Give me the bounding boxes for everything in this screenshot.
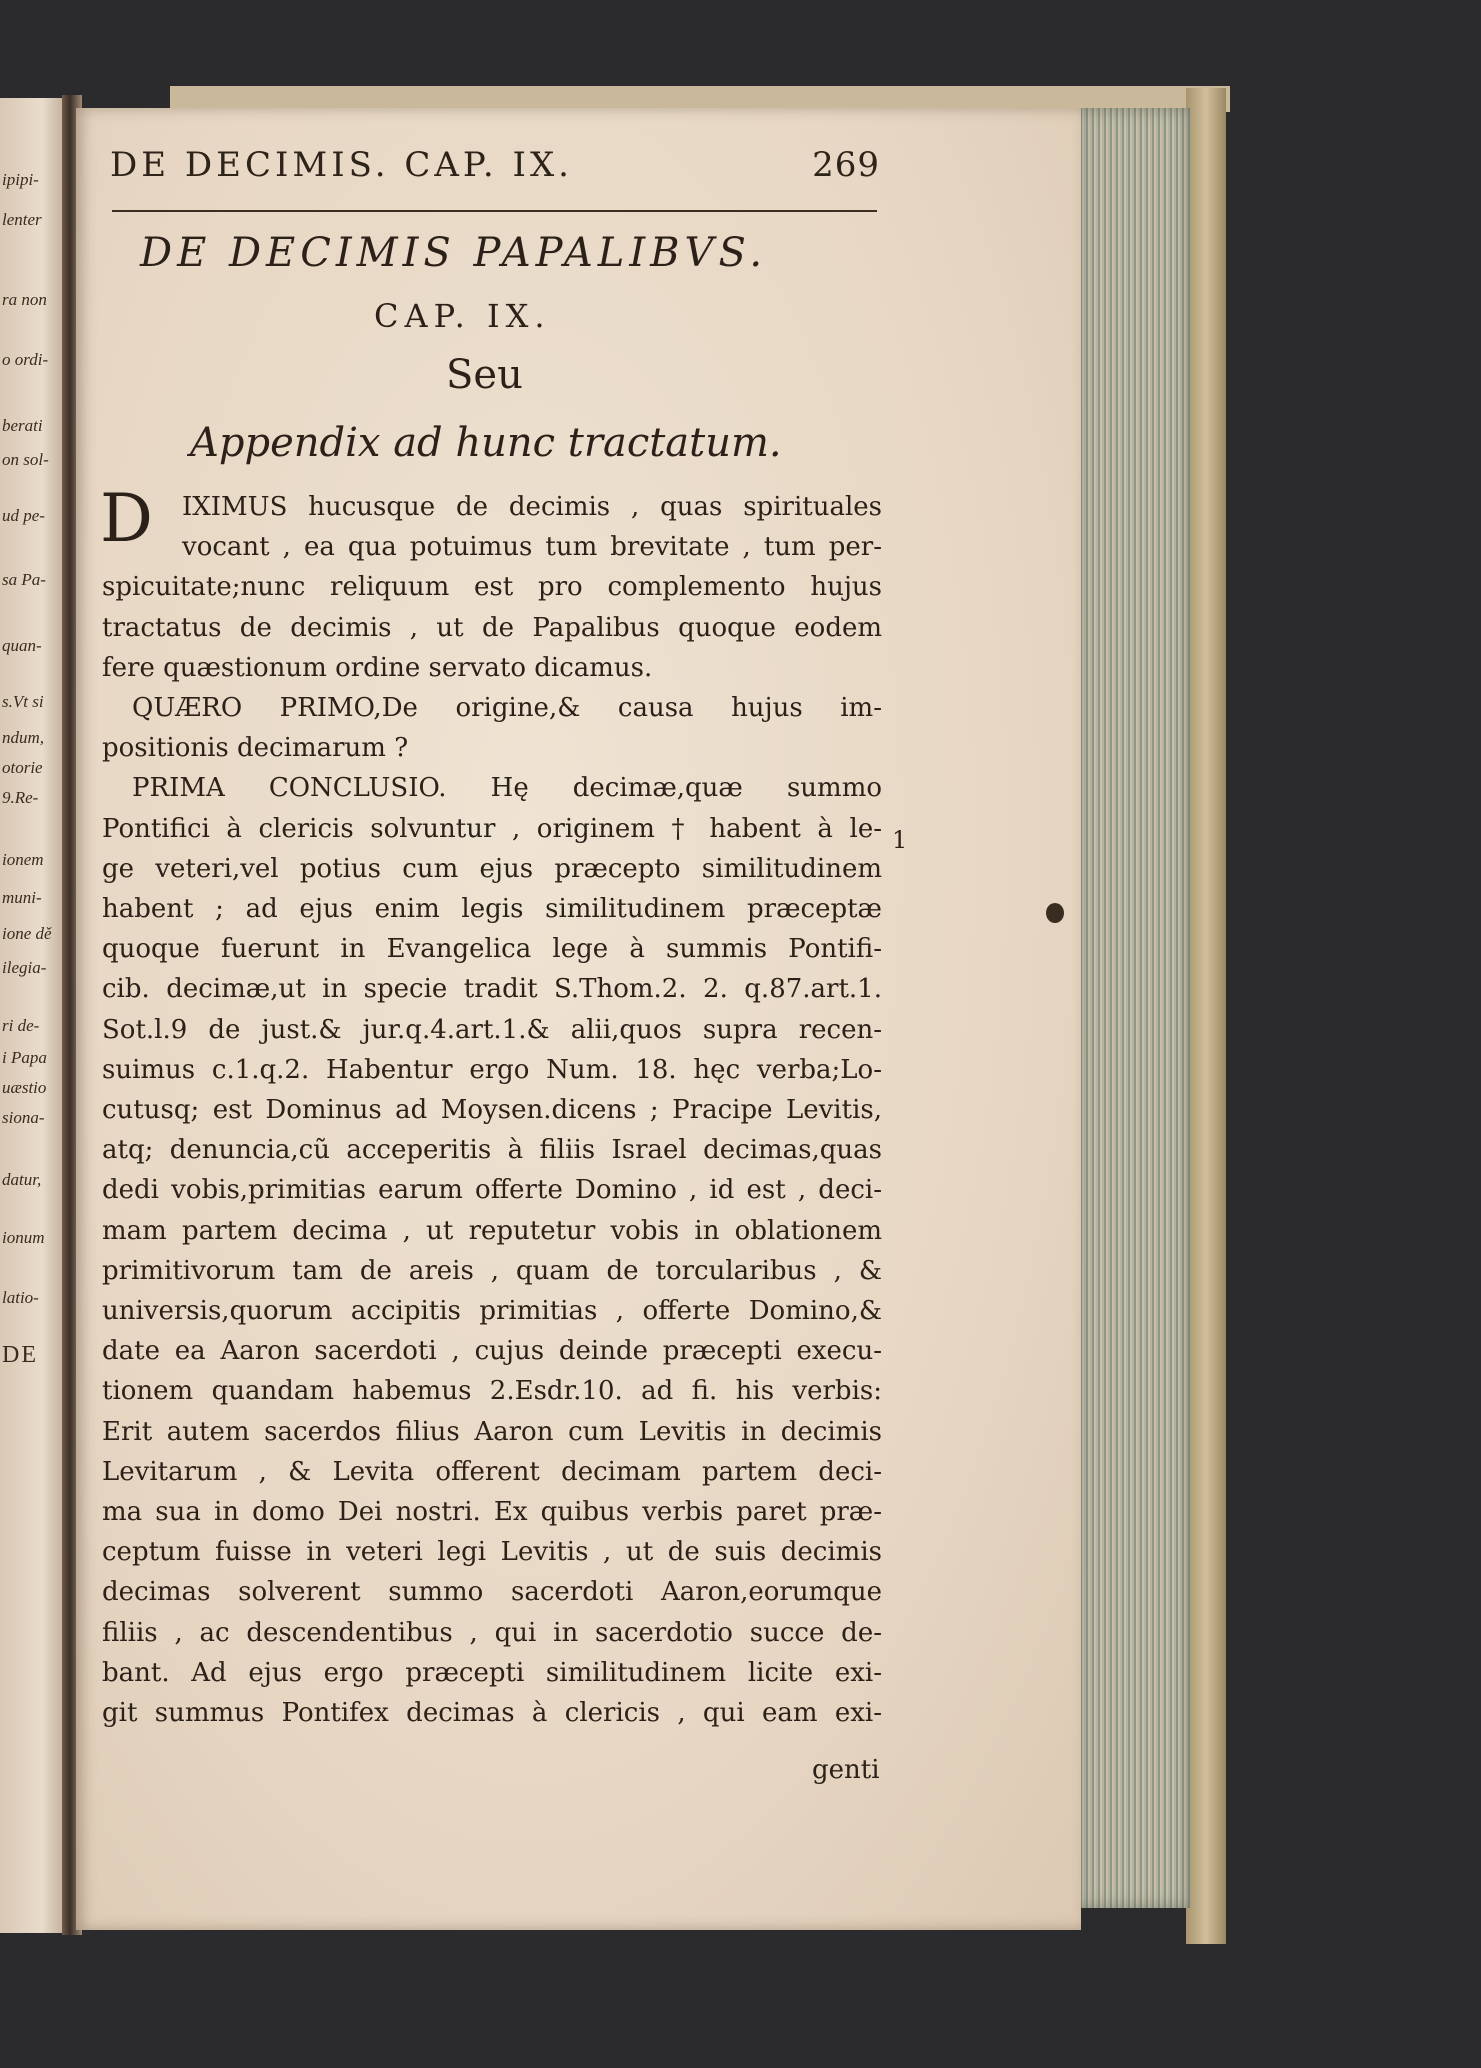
- text-line: quoque fuerunt in Evangelica lege à summis Pontifi-: [102, 934, 882, 965]
- left-page-fragment: sa Pa-: [2, 570, 46, 589]
- text-line: tractatus de decimis , ut de Papalibus quoque eodem: [102, 612, 882, 643]
- left-page-fragment: muni-: [2, 888, 42, 907]
- text-line: PRIMA CONCLUSIO. Hę decimæ,quæ summo: [132, 773, 882, 804]
- chapter-label: CAP. IX.: [374, 297, 551, 335]
- text-line: QUÆRO PRIMO,De origine,& causa hujus im-: [132, 693, 882, 724]
- left-page-fragment: uæstio: [2, 1078, 47, 1097]
- text-line: universis,quorum accipitis primitias , offerte Domino,&: [102, 1296, 882, 1327]
- left-page-fragment: latio-: [2, 1288, 39, 1307]
- text-line: fere quæstionum ordine servato dicamus.: [102, 652, 653, 683]
- text-line: decimas solverent summo sacerdoti Aaron,eorumque: [102, 1577, 882, 1608]
- left-page-fragment: lenter: [2, 210, 42, 229]
- left-page-fragment: quan-: [2, 636, 42, 655]
- running-head-title: DE DECIMIS. CAP. IX.: [110, 145, 573, 185]
- left-page-fragment: s.Vt si: [2, 692, 44, 711]
- text-line: filiis , ac descendentibus , qui in sacerdotio succe de-: [102, 1617, 882, 1648]
- running-head: [110, 145, 880, 185]
- text-line: Pontifici à clericis solvuntur , originem † habent à le-: [102, 813, 882, 844]
- text-line: ceptum fuisse in veteri legi Levitis , ut de suis decimis: [102, 1537, 882, 1568]
- header-rule: [112, 210, 877, 212]
- text-line: IXIMUS hucusque de decimis , quas spirituales: [182, 492, 882, 522]
- text-line: atq; denuncia,cũ acceperitis à filiis Israel decimas,quas: [102, 1135, 882, 1166]
- left-page-fragment: ione dě: [2, 924, 52, 943]
- text-line: cutusq; est Dominus ad Moysen.dicens ; Pracipe Levitis,: [102, 1095, 882, 1126]
- text-line: Erit autem sacerdos filius Aaron cum Levitis in decimis: [102, 1416, 882, 1447]
- text-line: ge veteri,vel potius cum ejus præcepto similitudinem: [102, 853, 882, 884]
- section-title: DE DECIMIS PAPALIBVS.: [140, 230, 768, 276]
- margin-note: 1: [892, 826, 908, 854]
- text-line: date ea Aaron sacerdoti , cujus deinde præcepti execu-: [102, 1336, 882, 1367]
- text-line: suimus c.1.q.2. Habentur ergo Num. 18. hęc verba;Lo-: [102, 1054, 882, 1085]
- left-page-fragment: o ordi-: [2, 350, 49, 369]
- text-line: spicuitate;nunc reliquum est pro complemento hujus: [102, 572, 882, 603]
- catchword: genti: [812, 1755, 880, 1785]
- text-line: primitivorum tam de areis , quam de torcularibus , &: [102, 1255, 882, 1286]
- left-page-fragment: datur,: [2, 1170, 42, 1189]
- book-cover-right-edge: [1186, 88, 1226, 1944]
- text-line: mam partem decima , ut reputetur vobis in oblationem: [102, 1215, 882, 1246]
- left-page-fragment: ri de-: [2, 1016, 40, 1035]
- seu-label: Seu: [446, 352, 523, 398]
- left-page-fragment: ionum: [2, 1228, 45, 1247]
- text-line: vocant , ea qua potuimus tum brevitate , tum per-: [182, 532, 882, 563]
- text-line: bant. Ad ejus ergo præcepti similitudinem licite exi-: [102, 1657, 882, 1688]
- page-number: 269: [812, 145, 880, 185]
- text-line: tionem quandam habemus 2.Esdr.10. ad fi. his verbis:: [102, 1376, 882, 1407]
- left-page-fragment: ilegia-: [2, 958, 47, 977]
- left-page-fragment: ra non: [2, 290, 47, 309]
- text-line: git summus Pontifex decimas à clericis , qui eam exi-: [102, 1698, 882, 1729]
- drop-cap: D: [100, 480, 153, 557]
- left-page-fragment: i Papa: [2, 1048, 47, 1067]
- left-page-fragment: 9.Re-: [2, 788, 39, 807]
- text-line: cib. decimæ,ut in specie tradit S.Thom.2. 2. q.87.art.1.: [102, 974, 882, 1005]
- left-facing-page: [0, 98, 70, 1933]
- left-page-fragment: ipipi-: [2, 170, 39, 189]
- text-line: dedi vobis,primitias earum offerte Domino , id est , deci-: [102, 1175, 882, 1206]
- text-line: Sot.l.9 de just.& jur.q.4.art.1.& alii,quos supra recen-: [102, 1014, 882, 1045]
- left-page-fragment: ud pe-: [2, 506, 45, 525]
- left-page-fragment: on sol-: [2, 450, 49, 469]
- left-page-fragment: ionem: [2, 850, 44, 869]
- left-page-fragment: siona-: [2, 1108, 45, 1127]
- left-page-fragment: ndum,: [2, 728, 45, 747]
- ink-blot: [1046, 903, 1064, 923]
- subtitle: Appendix ad hunc tractatum.: [190, 420, 782, 466]
- text-line: Levitarum , & Levita offerent decimam partem deci-: [102, 1456, 882, 1487]
- page-fore-edge: [1078, 108, 1190, 1908]
- text-line: positionis decimarum ?: [102, 733, 409, 764]
- text-line: habent ; ad ejus enim legis similitudinem præceptæ: [102, 894, 882, 925]
- body-text: [100, 480, 882, 1733]
- text-line: ma sua in domo Dei nostri. Ex quibus verbis paret præ-: [102, 1497, 882, 1528]
- left-page-fragment: berati: [2, 416, 43, 435]
- left-page-fragment: DE: [2, 1342, 38, 1368]
- left-page-fragment: otorie: [2, 758, 43, 777]
